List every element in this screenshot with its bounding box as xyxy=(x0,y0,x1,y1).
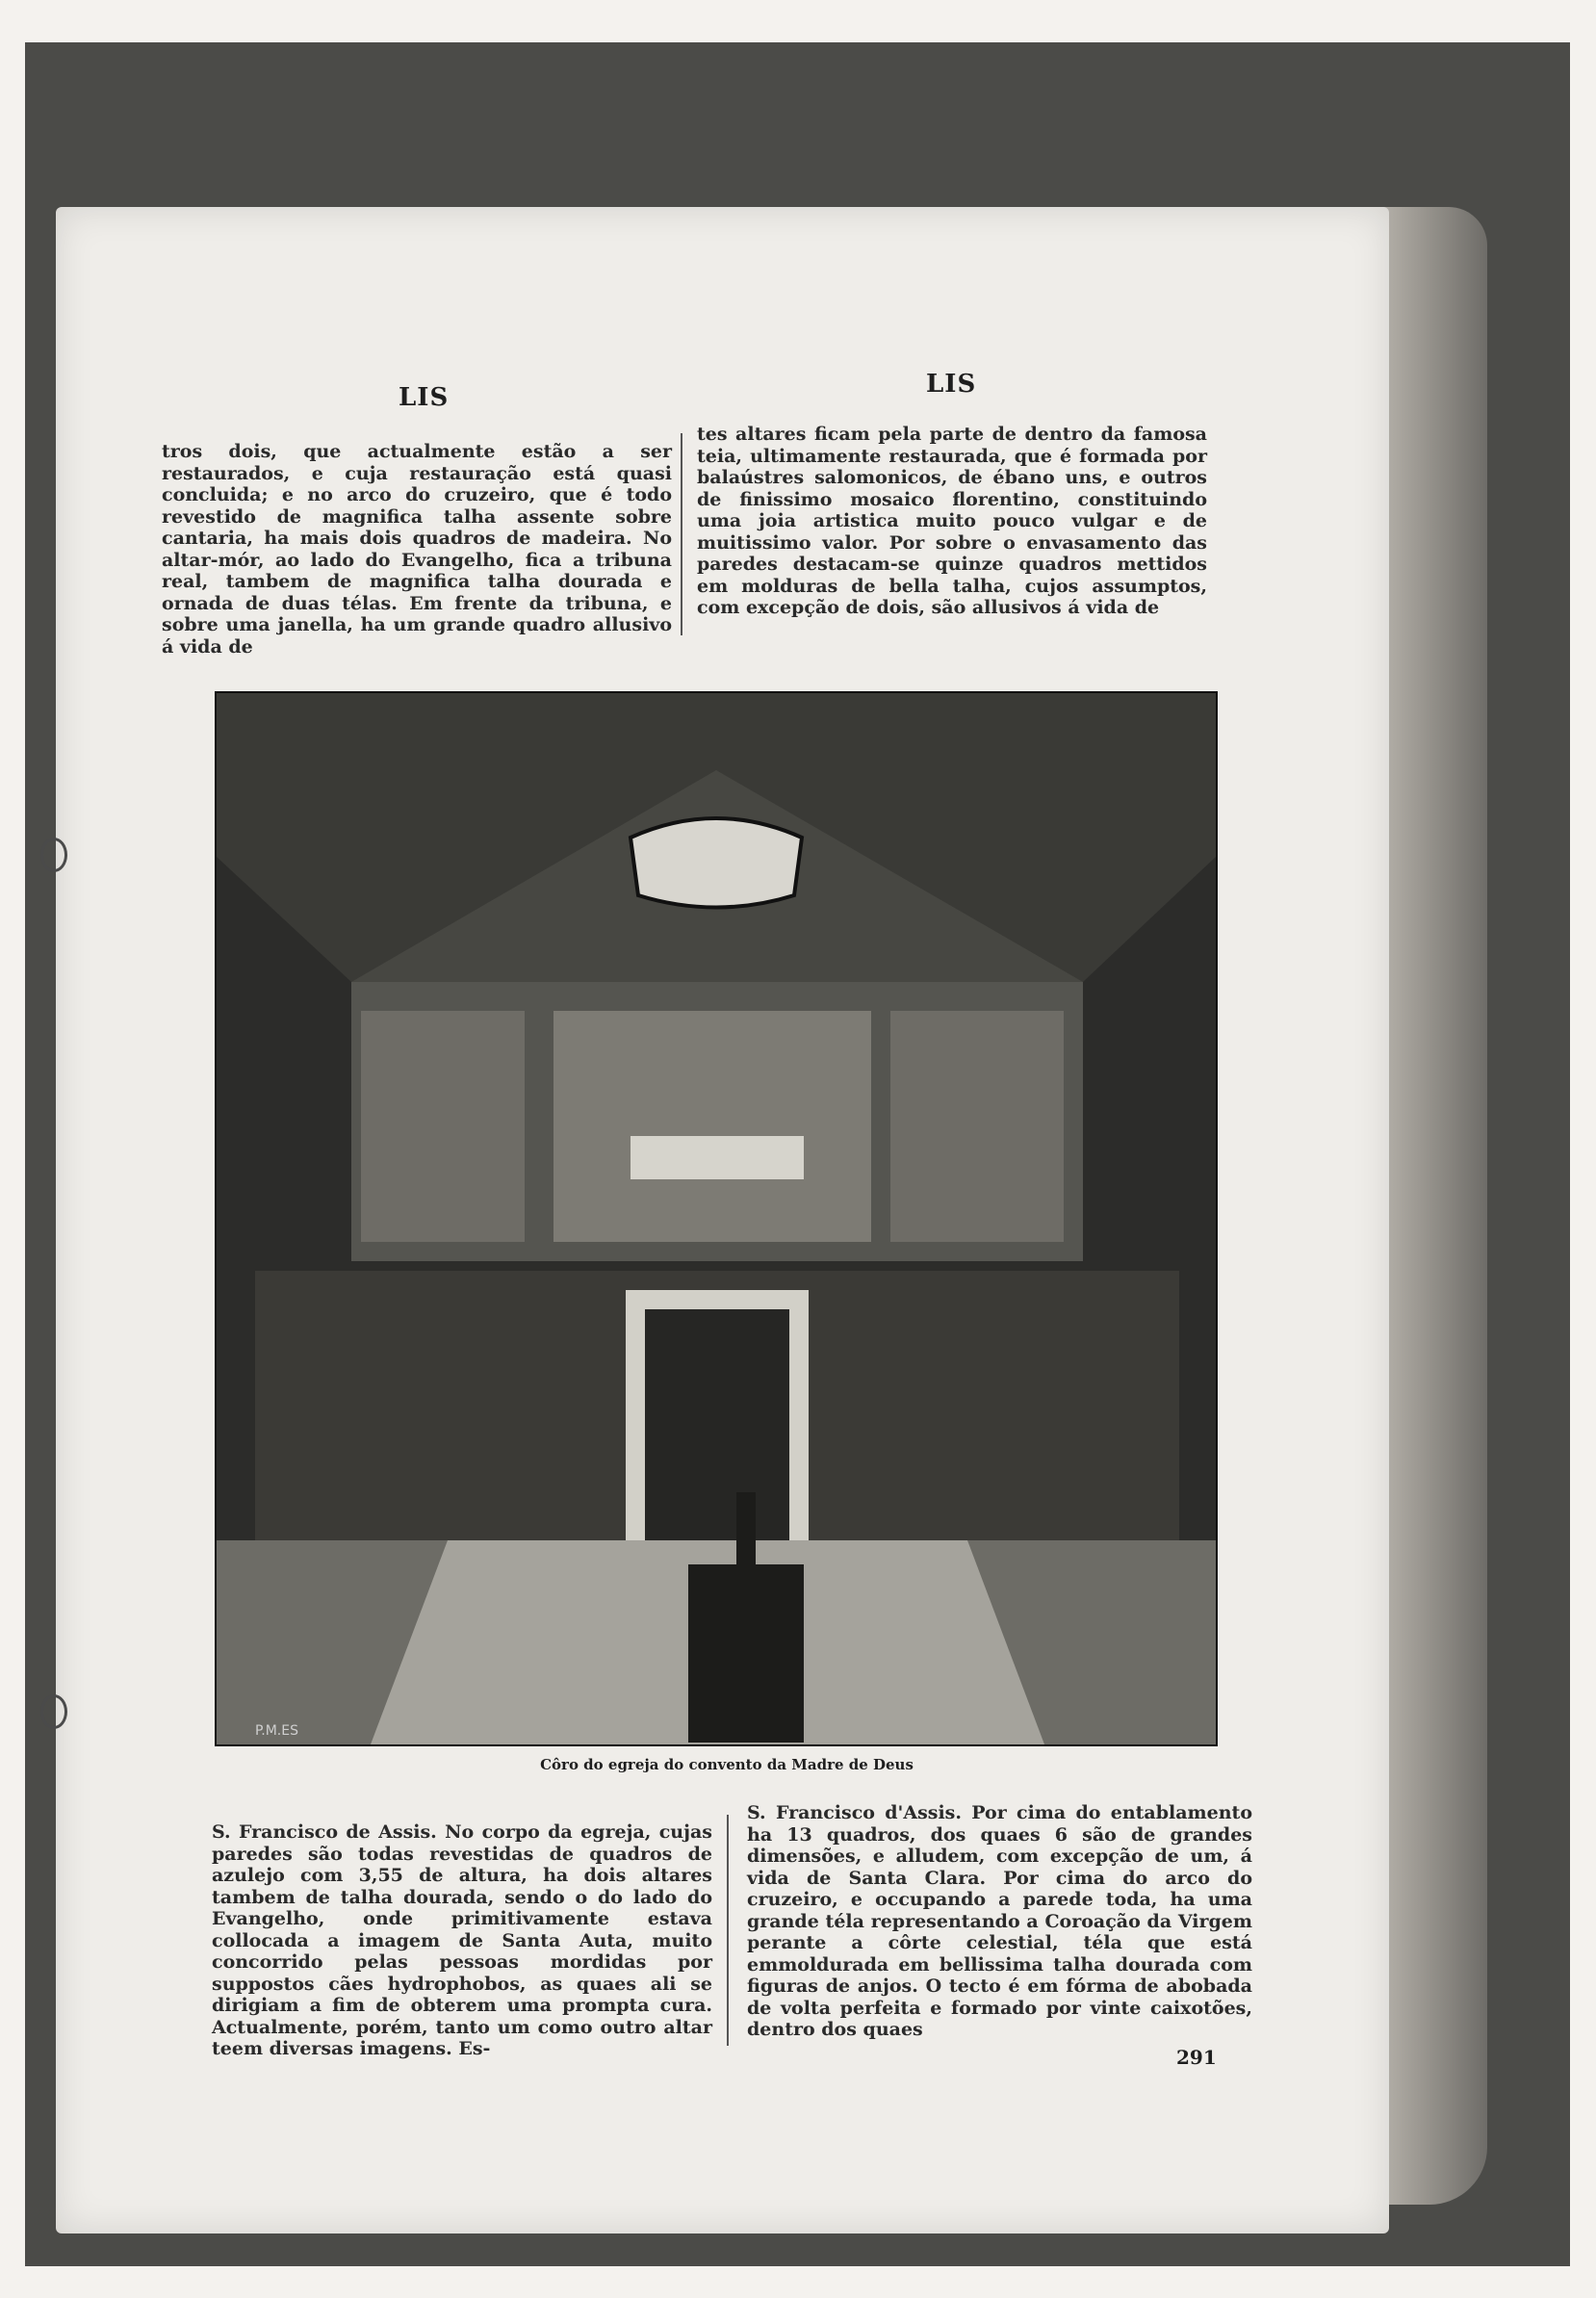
bottom-right-text: S. Francisco d'Assis. Por cima do entablamento ha 13 quadros, dos quaes 6 são de grandes dimensões, e alludem, com excepção de um, á vida de Santa Clara. Por cima do arco do cruzeiro, e occupando a parede toda, ha uma grande téla representando a Coroação da Virgem perante a côrte celestial, téla que está emmoldurada em bellissima talha dourada com figuras de anjos. O tecto é em fórma de abobada de volta perfeita e formado por vinte caixotões, dentro dos quaes xyxy=(747,1802,1252,2040)
running-head-left: LIS xyxy=(399,383,450,412)
top-right-column xyxy=(697,424,1207,619)
plate-caption: Côro do egreja do convento da Madre de Deus xyxy=(540,1756,914,1773)
binding-stitch xyxy=(40,838,67,872)
cartouche-window xyxy=(631,818,802,908)
top-left-text: tros dois, que actualmente estão a ser restaurados, e cuja restauração está quasi concluida; e no arco do cruzeiro, que é todo revestido de magnifica talha assente sobre cantaria, ha mais dois quadros de madeira. No altar-mór, ao lado do Evangelho, fica a tribuna real, tambem de magnifica talha dourada e ornada de duas télas. Em frente da tribuna, e sobre uma janella, ha um grande quadro allusivo á vida de xyxy=(162,441,672,658)
page-number: 291 xyxy=(1176,2046,1217,2069)
binding-stitch xyxy=(40,1694,67,1729)
column-divider xyxy=(681,433,682,635)
top-left-column xyxy=(162,441,672,658)
choir-interior-illustration xyxy=(217,693,1216,1744)
photo-plate xyxy=(215,691,1218,1746)
bottom-left-text: S. Francisco de Assis. No corpo da egreja, cujas paredes são todas revestidas de quadros de azulejo com 3,55 de altura, ha dois altares tambem de talha dourada, sendo o do lado do Evangelho, onde primitivamente estava collocada a imagem de Santa Auta, muito concorrido pelas pessoas mordidas por suppostos cães hydrophobos, as quaes ali se dirigiam a fim de obterem uma prompta cura. Actualmente, porém, tanto um como outro altar teem diversas imagens. Es- xyxy=(212,1821,712,2059)
lectern xyxy=(688,1564,804,1743)
column-divider xyxy=(727,1815,729,2046)
running-head-right: LIS xyxy=(926,370,977,399)
last-supper-painting xyxy=(553,1011,871,1242)
artist-signature: P.M.ES xyxy=(255,1723,298,1739)
top-right-text: tes altares ficam pela parte de dentro da famosa teia, ultimamente restaurada, que é formada por balaústres salomonicos, de ébano uns, e outros de finissimo mosaico florentino, constituindo uma joia artistica muito pouco vulgar e de muitissimo valor. Por sobre o envasamento das paredes destacam-se quinze quadros mettidos em molduras de bella talha, cujos assumptos, com excepção de dois, são allusivos á vida de xyxy=(697,424,1207,618)
bottom-right-column xyxy=(747,1802,1252,2041)
bottom-left-column xyxy=(212,1821,712,2060)
